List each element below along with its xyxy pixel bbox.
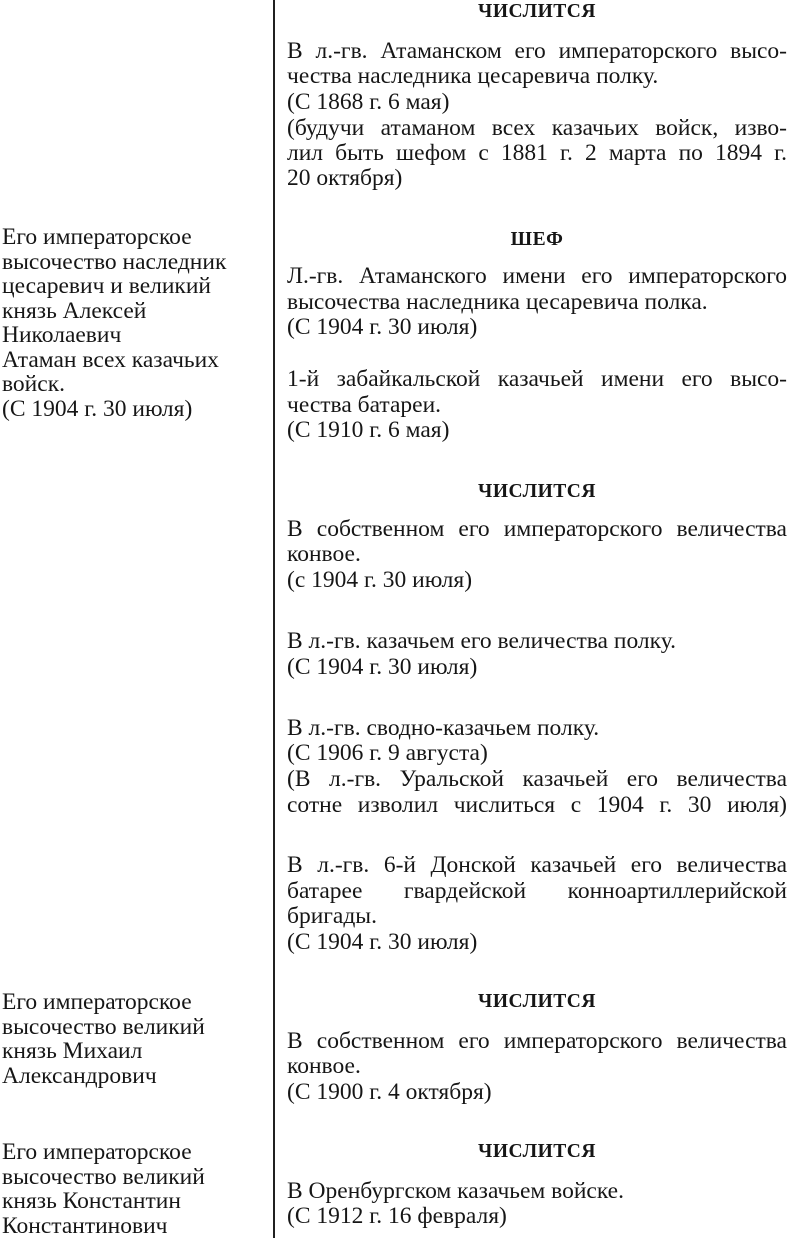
entry-line: бригады. (287, 903, 377, 929)
entry-line: В л.-гв. казачьем его величества полку. (287, 628, 676, 654)
entry-line: (будучи атаманом всех казачьих войск, изво- (287, 115, 787, 141)
entry-line: В собственном его императорского величества (287, 1028, 787, 1054)
entry-date: (С 1900 г. 4 октября) (287, 1079, 492, 1105)
entry-date: (С 1904 г. 30 июля) (287, 929, 478, 955)
entry-date: (с 1904 г. 30 июля) (287, 567, 473, 593)
entry-line: В л.-гв. сводно-казачьем полку. (287, 715, 600, 741)
entry-line: 20 октября) (287, 165, 403, 191)
person-line: Его императорское (2, 224, 192, 250)
section-heading-chislitsya: ЧИСЛИТСЯ (478, 1141, 596, 1162)
entry-line: В л.-гв. Атаманском его императорского высо- (287, 38, 787, 64)
person-line: высочество великий (2, 1163, 205, 1190)
entry-line: чества батареи. (287, 392, 442, 418)
entry-line: конвое. (287, 1053, 361, 1079)
entry-date: (С 1912 г. 16 февраля) (287, 1203, 507, 1229)
person-tsesarevich-aleksei (2, 225, 264, 421)
entry-date: (С 1906 г. 9 августа) (287, 740, 488, 766)
entry-date: (С 1904 г. 30 июля) (287, 314, 478, 340)
entry-line: (В л.-гв. Уральской казачьей его величества (287, 766, 787, 792)
person-line: Константинович (2, 1212, 168, 1239)
entry-date: (С 1868 г. 6 мая) (287, 89, 450, 115)
entry-line: сотне изволил числиться с 1904 г. 30 июля) (287, 792, 787, 818)
entry-line: высочества наследника цесаревича полка. (287, 289, 708, 315)
entry-line: Л.-гв. Атаманского имени его императорского (287, 263, 787, 289)
entry-line: 1-й забайкальской казачьей имени его высо- (287, 366, 787, 392)
person-grand-duke-konstantin (2, 1140, 264, 1238)
person-line: Его императорское (2, 989, 192, 1015)
person-line: войск. (2, 371, 65, 397)
person-line: высочество наследник (2, 248, 227, 275)
person-line: Его императорское (2, 1139, 192, 1165)
column-divider (273, 0, 275, 1238)
entry-line: В Оренбургском казачьем войске. (287, 1178, 624, 1204)
person-line: Атаман всех казачьих (2, 346, 219, 373)
entry-line: батарее гвардейской конноартиллерийской (287, 878, 787, 904)
section-heading-chislitsya: ЧИСЛИТСЯ (478, 1, 596, 22)
entry-line: конвое. (287, 541, 361, 567)
entry-date: (С 1910 г. 6 мая) (287, 417, 450, 443)
person-grand-duke-mikhail (2, 990, 264, 1088)
person-line: князь Алексей (2, 297, 147, 324)
person-line: князь Константин (2, 1188, 181, 1214)
entry-line: В л.-гв. 6-й Донской казачьей его величества (287, 852, 787, 878)
section-heading-chislitsya: ЧИСЛИТСЯ (478, 481, 596, 502)
entry-line: лил быть шефом с 1881 г. 2 марта по 1894 г. (287, 140, 787, 166)
person-line: Николаевич (2, 322, 122, 348)
person-line: князь Михаил (2, 1038, 143, 1064)
entry-line: чества наследника цесаревича полку. (287, 63, 659, 89)
person-line: Александрович (2, 1062, 157, 1089)
section-heading-shef: ШЕФ (510, 229, 564, 250)
person-line: высочество великий (2, 1013, 205, 1040)
entry-line: В собственном его императорского величества (287, 516, 787, 542)
person-line: цесаревич и великий (2, 273, 211, 299)
entry-date: (С 1904 г. 30 июля) (287, 654, 478, 680)
person-line: (С 1904 г. 30 июля) (2, 395, 193, 422)
section-heading-chislitsya: ЧИСЛИТСЯ (478, 991, 596, 1012)
